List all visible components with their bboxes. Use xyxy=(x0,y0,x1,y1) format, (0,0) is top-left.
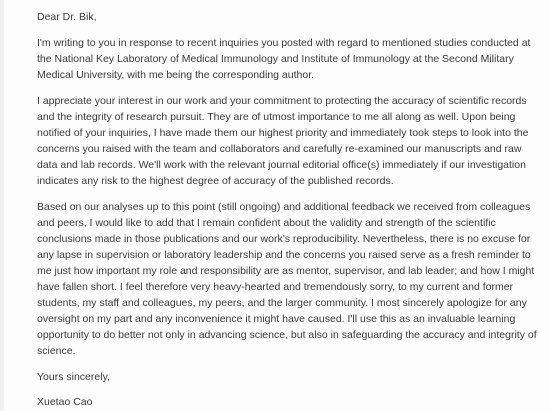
paragraph-inquiry-response: I'm writing to you in response to recent inquiries you posted with regard to mentioned studies conducted at the National Key Laboratory of Medical Immunology and Institute of Immunology at the Second Military Medical University, with me being the corresponding author. xyxy=(37,37,531,81)
letter-body xyxy=(37,9,542,410)
signature-name: Xuetao Cao xyxy=(37,396,93,408)
paragraph-analysis-apology: Based on our analyses up to this point (still ongoing) and additional feedback we received from colleagues and peers, I would like to add that I remain confident about the validity and strength of the scientific conclusions made in those publications and our work's reproducibility. Nevertheless, there is no excuse for any lapse in supervision or laboratory leadership and the concerns you raised serve as a fresh reminder to me just how important my role and responsibility are as mentor, supervisor, and lab leader; and how I might have fallen short. I feel therefore very heavy-hearted and tremendously sorry, to my current and former students, my staff and colleagues, my peers, and the larger community. I most sincerely apologize for any oversight on my part and any inconvenience it might have caused. I'll use this as an invaluable learning opportunity to do better not only in advancing science, but also in safeguarding the accuracy and integrity of science. xyxy=(37,201,537,357)
closing: Yours sincerely, xyxy=(37,371,110,383)
salutation: Dear Dr. Bik, xyxy=(37,11,97,23)
paragraph-appreciation: I appreciate your interest in our work and your commitment to protecting the accuracy of scientific records and the integrity of research pursuit. They are of utmost importance to me all along as well. Upon being notified of your inquiries, I have made them our highest priority and immediately took steps to look into the concerns you raised with the team and collaborators and carefully re-examined our manuscripts and raw data and lab records. We'll work with the relevant journal editorial office(s) immediately if our investigation indicates any risk to the highest degree of accuracy of the published records. xyxy=(37,95,529,187)
